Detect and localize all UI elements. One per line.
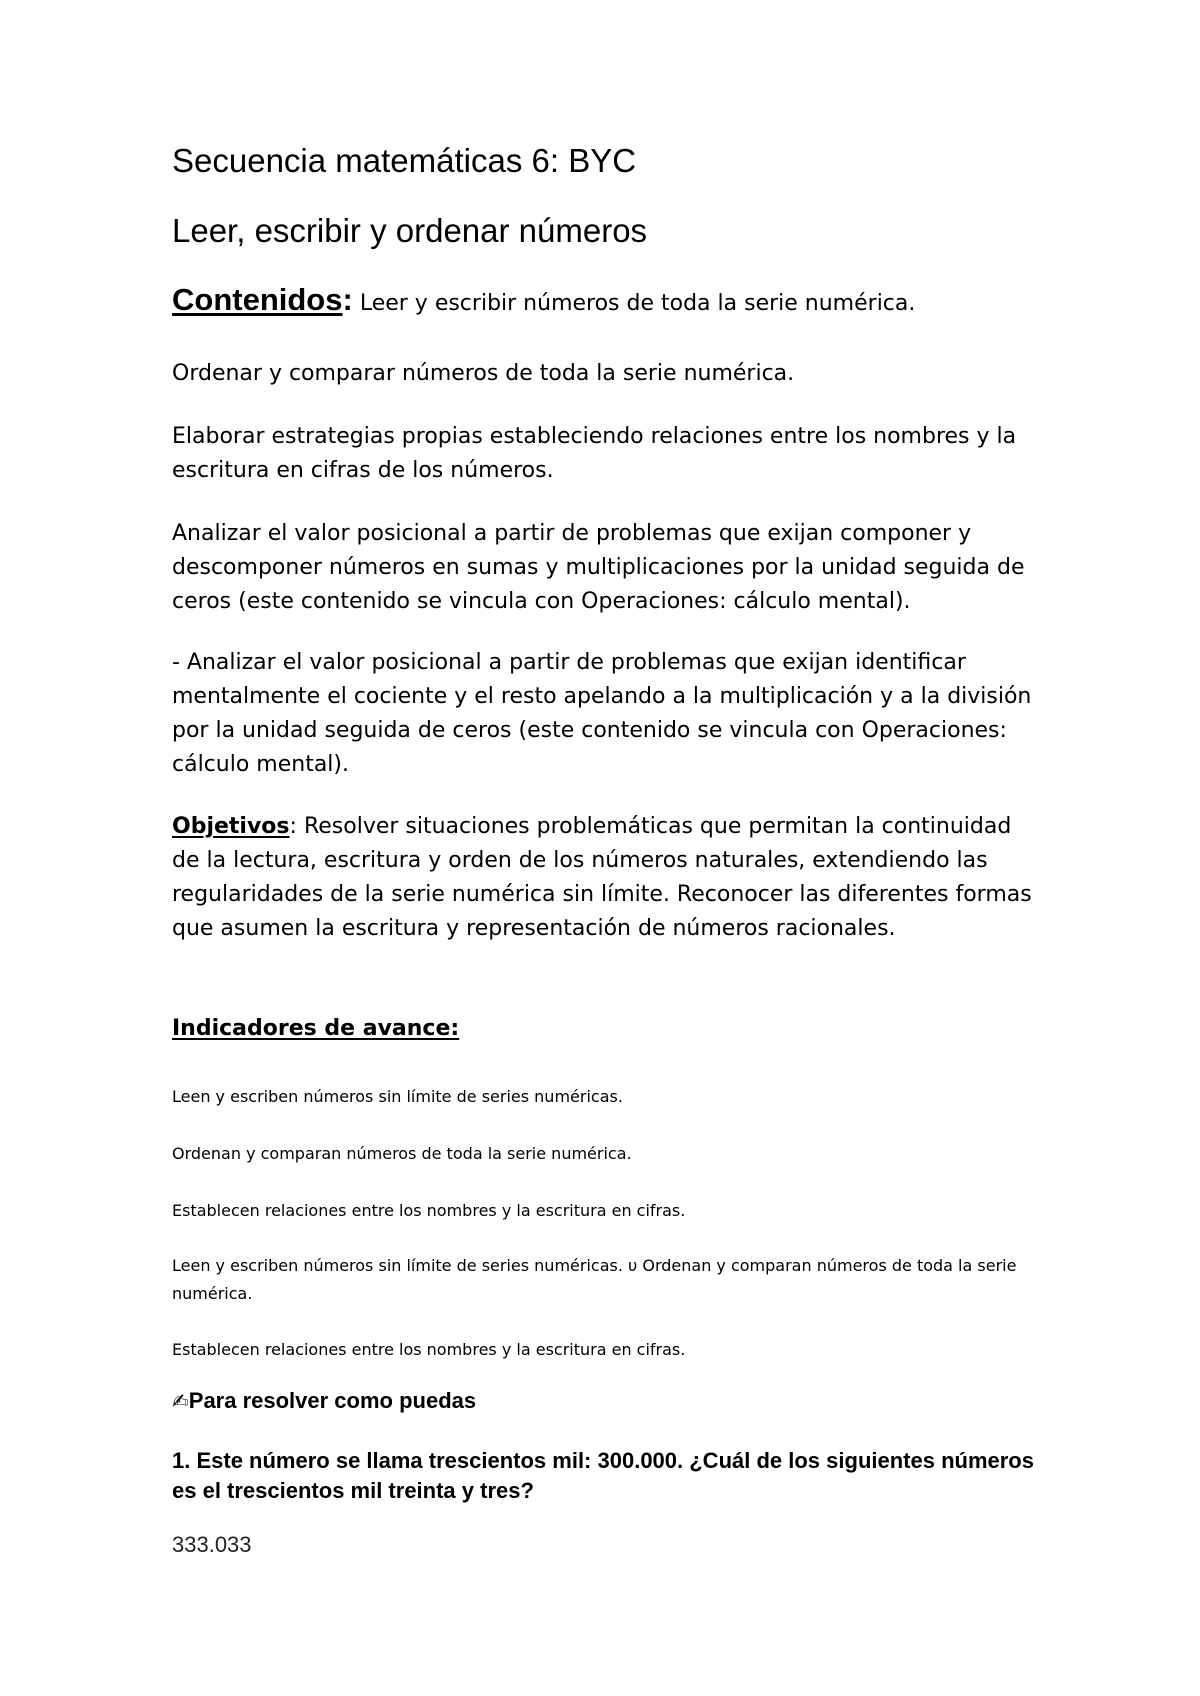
- objetivos-colon: :: [289, 814, 297, 839]
- answer-option: 333.033: [172, 1532, 252, 1557]
- indicadores-heading: Indicadores de avance:: [172, 1016, 460, 1041]
- document-title: Secuencia matemáticas 6: BYC: [172, 142, 637, 179]
- indicador-item: Leen y escriben números sin límite de series numéricas. υ Ordenan y comparan números de toda la serie numérica.: [172, 1256, 1017, 1303]
- resolver-heading-text: Para resolver como puedas: [188, 1388, 477, 1413]
- contenidos-analizar-cociente: - Analizar el valor posicional a partir de problemas que exijan identificar mentalmente el cociente y el resto apelando a la multiplicación y a la división por la unidad seguida de ceros (este contenido se vincula con Operaciones: cálculo mental).: [172, 650, 1032, 777]
- indicador-item: Establecen relaciones entre los nombres y la escritura en cifras.: [172, 1340, 686, 1359]
- contenidos-label: Contenidos: [172, 282, 343, 317]
- writing-hand-icon: ✍: [172, 1389, 189, 1413]
- indicador-item: Establecen relaciones entre los nombres y la escritura en cifras.: [172, 1201, 686, 1220]
- resolver-heading: [172, 1388, 1042, 1414]
- objetivos-text: Resolver situaciones problemáticas que permitan la continuidad de la lectura, escritura y orden de los números naturales, extendiendo las regularidades de la serie numérica sin límite. Reconocer las diferentes formas que asumen la escritura y representación de números racionales.: [172, 814, 1032, 941]
- document-subtitle: Leer, escribir y ordenar números: [172, 212, 648, 249]
- objetivos-label: Objetivos: [172, 814, 290, 839]
- objetivos-paragraph: [172, 810, 1042, 946]
- contenidos-paragraph: [172, 282, 1042, 318]
- question-1: 1. Este número se llama trescientos mil: 300.000. ¿Cuál de los siguientes números es el trescientos mil treinta y tres?: [172, 1448, 1034, 1503]
- contenidos-first-item: Leer y escribir números de toda la serie numérica.: [352, 291, 916, 316]
- indicador-item: Ordenan y comparan números de toda la serie numérica.: [172, 1144, 632, 1163]
- contenidos-elaborar: Elaborar estrategias propias estableciendo relaciones entre los nombres y la escritura en cifras de los números.: [172, 424, 1017, 483]
- contenidos-analizar-componer: Analizar el valor posicional a partir de problemas que exijan componer y descomponer números en sumas y multiplicaciones por la unidad seguida de ceros (este contenido se vincula con Operaciones: cálculo mental).: [172, 521, 1025, 614]
- contenidos-ordenar: Ordenar y comparar números de toda la serie numérica.: [172, 361, 795, 386]
- contenidos-colon: :: [342, 282, 353, 317]
- indicador-item: Leen y escriben números sin límite de series numéricas.: [172, 1087, 623, 1106]
